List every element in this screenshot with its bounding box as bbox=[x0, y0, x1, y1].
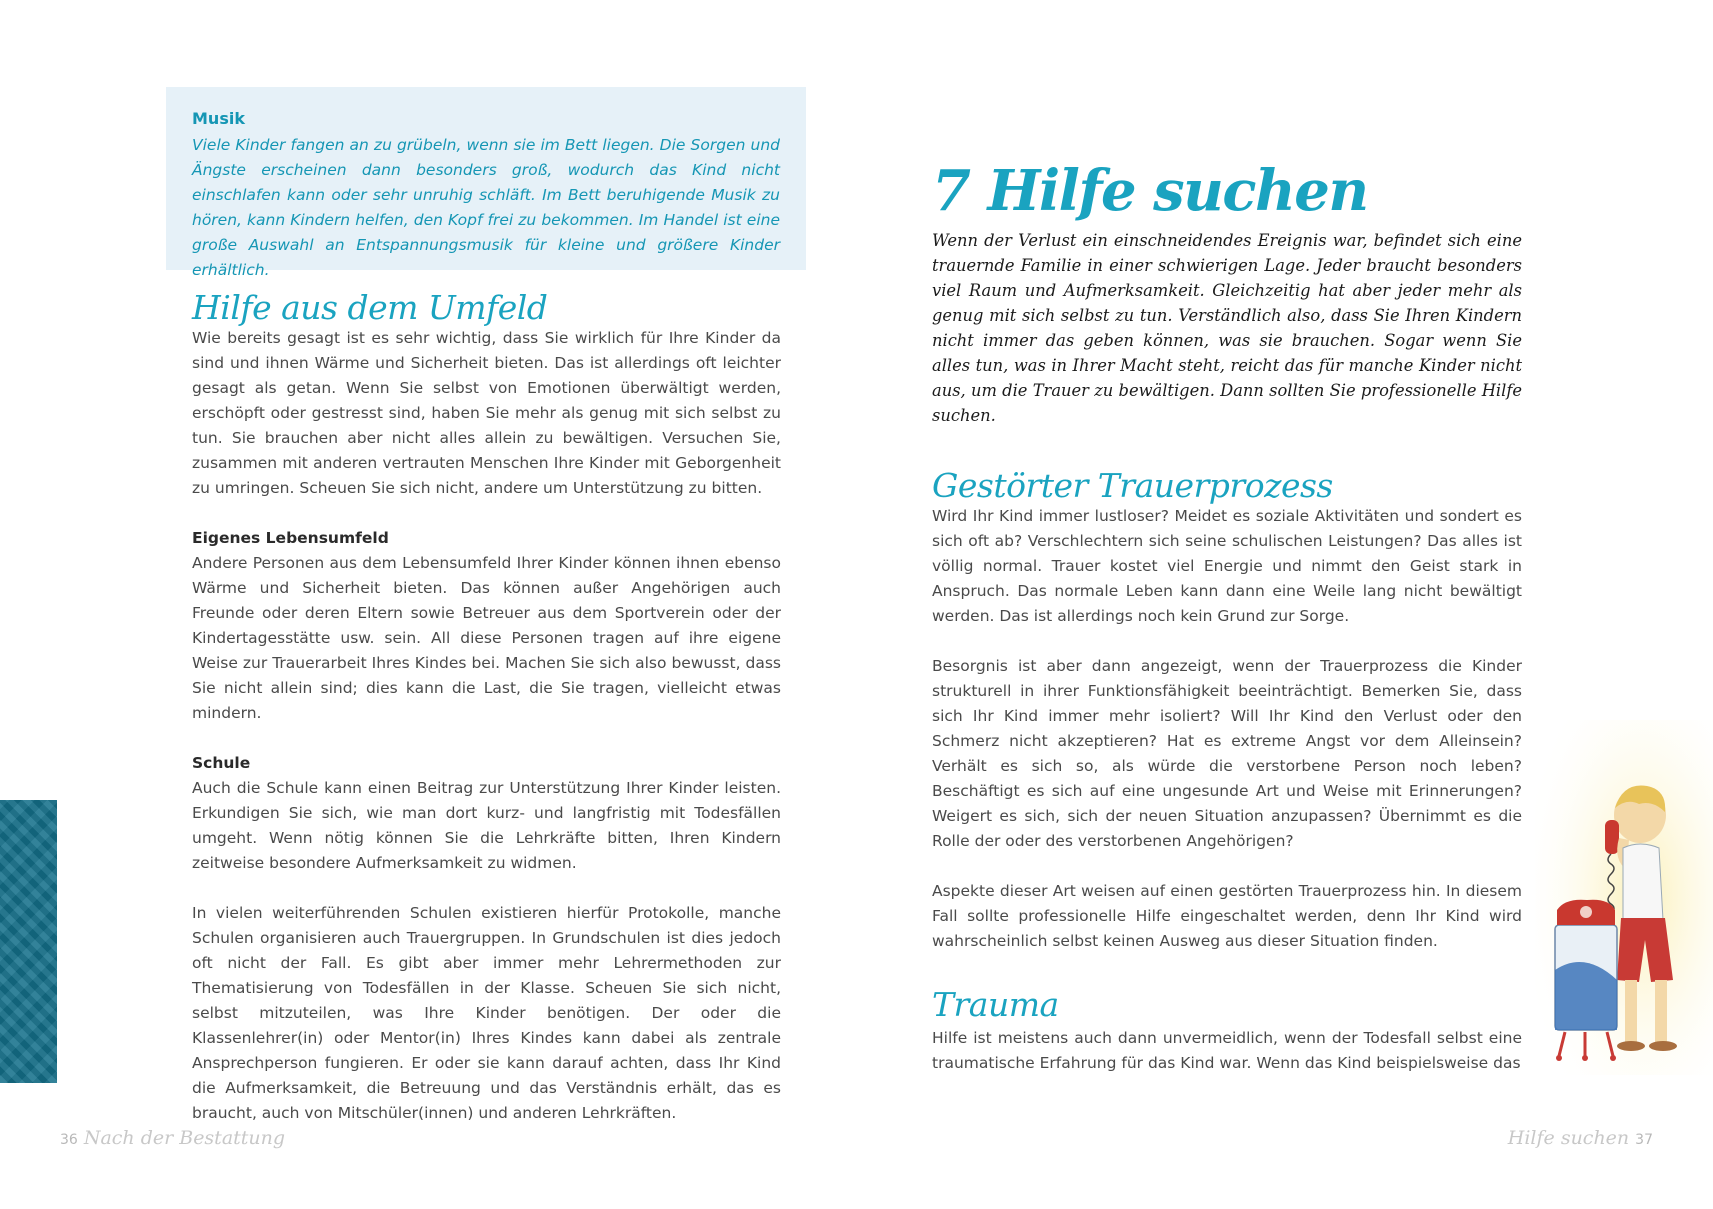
page-number-left: 36 bbox=[60, 1132, 78, 1148]
subheading-eigenes-lebensumfeld: Eigenes Lebensumfeld bbox=[192, 529, 389, 547]
subheading-schule: Schule bbox=[192, 754, 251, 772]
lebensumfeld-paragraph: Andere Personen aus dem Lebensumfeld Ihrer Kinder können ihnen ebenso Wärme und Sicherheit bieten. Das können außer Angehörigen auch Freunde oder deren Eltern sowie Betreuer aus dem Sportverein oder der Kindertagesstätte usw. sein. All diese Personen tragen auf ihre eigene Weise zur Trauerarbeit Ihres Kindes bei. Machen Sie sich also bewusst, dass Sie nicht allein sind; dies kann die Last, die Sie tragen, vielleicht etwas mindern. bbox=[192, 554, 781, 722]
schule-paragraph-2: In vielen weiterführenden Schulen existieren hierfür Protokolle, manche Schulen organisieren auch Trauergruppen. In Grundschulen ist dies jedoch oft nicht der Fall. Es gibt aber immer mehr Lehrermethoden zur Thematisierung von Todesfällen in der Klasse. Scheuen Sie sich nicht, selbst mitzuteilen, was Ihre Kinder benötigen. Der oder die Klassenlehrer(in) oder Mentor(in) Ihres Kindes kann dabei als zentrale Ansprechperson fungieren. Er oder sie kann darauf achten, dass Ihr Kind die Aufmerksamkeit, die Betreuung und das Verständnis erhält, das es braucht, auch von Mitschüler(innen) und anderen Lehrkräften. bbox=[192, 904, 781, 1122]
infobox-text: Viele Kinder fangen an zu grübeln, wenn sie im Bett liegen. Die Sorgen und Ängste erscheinen dann besonders groß, wodurch das Kind nicht einschlafen kann oder sehr unruhig schläft. Im Bett beruhigende Musik zu hören, kann Kindern helfen, den Kopf frei zu bekommen. Im Handel ist eine große Auswahl an Entspannungsmusik für kleine und größere Kinder erhältlich. bbox=[192, 136, 780, 279]
left-page bbox=[0, 0, 856, 1209]
infobox-title: Musik bbox=[192, 109, 245, 128]
footer-right bbox=[1508, 1128, 1653, 1150]
heading-gestoerter-trauerprozess: Gestörter Trauerprozess bbox=[932, 466, 1333, 505]
right-column-section-1 bbox=[932, 504, 1522, 954]
right-column-section-2 bbox=[932, 1026, 1522, 1076]
heading-hilfe-aus-dem-umfeld: Hilfe aus dem Umfeld bbox=[192, 288, 548, 327]
trauerprozess-paragraph-2: Besorgnis ist aber dann angezeigt, wenn der Trauerprozess die Kinder strukturell in ihrer Funktionsfähigkeit beeinträchtigt. Bemerken Sie, dass sich Ihr Kind immer mehr isoliert? Will Ihr Kind den Verlust oder den Schmerz nicht akzeptieren? Hat es extreme Angst vor dem Alleinsein? Verhält es sich so, als würde die verstorbene Person noch leben? Beschäftigt es sich auf eine ungesunde Art und Weise mit Erinnerungen? Weigert es sich, sich der neuen Situation anzupassen? Übernimmt es die Rolle der oder des verstorbenen Angehörigen? bbox=[932, 657, 1522, 850]
trauma-paragraph-1: Hilfe ist meistens auch dann unvermeidlich, wenn der Todesfall selbst eine traumatische Erfahrung für das Kind war. Wenn das Kind beispielsweise das bbox=[932, 1029, 1522, 1072]
schule-paragraph-1: Auch die Schule kann einen Beitrag zur Unterstützung Ihrer Kinder leisten. Erkundigen Sie sich, wie man dort kurz- und langfristig mit Todesfällen umgeht. Wenn nötig können Sie die Lehrkräfte bitten, Ihren Kindern zeitweise besondere Aufmerksamkeit zu widmen. bbox=[192, 779, 781, 872]
running-title-right: Hilfe suchen bbox=[1507, 1127, 1630, 1149]
heading-trauma: Trauma bbox=[932, 985, 1059, 1024]
music-infobox bbox=[166, 87, 806, 279]
page-number-right: 37 bbox=[1635, 1132, 1653, 1148]
footer-left bbox=[60, 1128, 285, 1150]
trauerprozess-paragraph-3: Aspekte dieser Art weisen auf einen gestörten Trauerprozess hin. In diesem Fall sollte professionelle Hilfe eingeschaltet werden, denn Ihr Kind wird wahrscheinlich selbst keinen Ausweg aus dieser Situation finden. bbox=[932, 882, 1522, 950]
left-column-text bbox=[192, 326, 781, 1126]
child-on-phone-illustration bbox=[1535, 720, 1713, 1075]
chapter-title: 7 Hilfe suchen bbox=[932, 157, 1368, 224]
umfeld-intro-paragraph: Wie bereits gesagt ist es sehr wichtig, dass Sie wirklich für Ihre Kinder da sind und ihnen Wärme und Sicherheit bieten. Das ist allerdings oft leichter gesagt als getan. Wenn Sie selbst von Emotionen überwältigt werden, erschöpft oder gestresst sind, haben Sie mehr als genug mit sich selbst zu tun. Sie brauchen aber nicht alles allein zu bewältigen. Versuchen Sie, zusammen mit anderen vertrauten Menschen Ihre Kinder mit Geborgenheit zu umringen. Scheuen Sie sich nicht, andere um Unterstützung zu bitten. bbox=[192, 329, 781, 497]
chapter-intro-paragraph: Wenn der Verlust ein einschneidendes Ereignis war, befindet sich eine trauernde Familie in einer schwierigen Lage. Jeder braucht besonders viel Raum und Aufmerksamkeit. Gleichzeitig hat aber jeder mehr als genug mit sich selbst zu tun. Verständlich also, dass Sie Ihren Kindern nicht immer das geben können, was sie brauchen. Sogar wenn Sie alles tun, was in Ihrer Macht steht, reicht das für manche Kinder nicht aus, um die Trauer zu bewältigen. Dann sollten Sie professionelle Hilfe suchen. bbox=[932, 231, 1522, 425]
decorative-pattern-strip bbox=[0, 800, 57, 1083]
trauerprozess-paragraph-1: Wird Ihr Kind immer lustloser? Meidet es soziale Aktivitäten und sondert es sich oft ab? Verschlechtern sich seine schulischen Leistungen? Das alles ist völlig normal. Trauer kostet viel Energie und nimmt den Geist stark in Anspruch. Das normale Leben kann dann eine Weile lang nicht bewältigt werden. Das ist allerdings noch kein Grund zur Sorge. bbox=[932, 507, 1522, 625]
running-title-left: Nach der Bestattung bbox=[83, 1127, 286, 1149]
